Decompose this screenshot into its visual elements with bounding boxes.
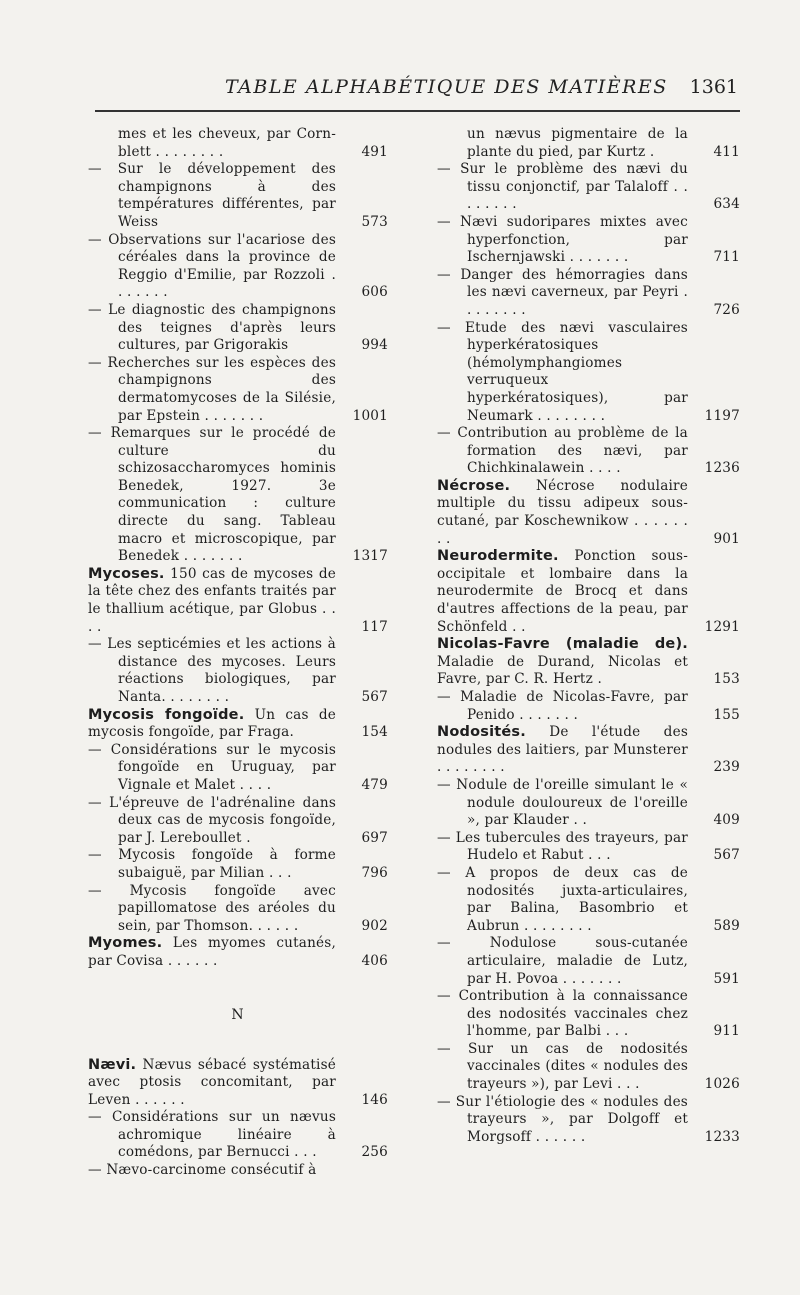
entry-page-number: 901 xyxy=(713,530,740,547)
index-entry xyxy=(437,777,740,830)
entry-text: — Mycosis fongoïde à forme subaiguë, par Milian . . . xyxy=(88,847,336,881)
entry-text: — Recherches sur les espèces des champignons des dermatomycoses de la Silésie, par Epstein . . . . . . . xyxy=(88,354,336,424)
index-entry xyxy=(437,988,740,1041)
entry-headword: Neurodermite. xyxy=(437,548,559,565)
entry-description: Un cas de mycosis fongoïde, par Fraga. xyxy=(88,706,336,741)
entry-text: — Contribution au problème de la formation des nævi, par Chichkinalawein . . . . xyxy=(437,425,688,477)
entry-page-number: 911 xyxy=(713,1023,740,1040)
entry-page-number: 409 xyxy=(713,812,740,829)
entry-page-number: 479 xyxy=(361,776,388,793)
index-entry xyxy=(88,302,388,355)
entry-headword: Nodosités. xyxy=(437,724,526,741)
entry-page-number: 153 xyxy=(713,671,740,688)
index-entry xyxy=(437,161,740,214)
entry-description: Nævus sébacé systématisé avec ptosis concomitant, par Leven . . . . . . xyxy=(88,1056,336,1108)
page-number: 1361 xyxy=(689,76,738,98)
index-entry xyxy=(437,830,740,865)
index-entry xyxy=(88,847,388,882)
entry-text: — Contribution à la connaissance des nodosités vaccinales chez l'homme, par Balbi . . . xyxy=(437,988,688,1040)
index-entry xyxy=(88,636,388,706)
index-entry xyxy=(88,1162,388,1180)
entry-page-number: 726 xyxy=(713,301,740,318)
index-entry xyxy=(437,1041,740,1094)
entry-text: — Nodule de l'oreille simulant le « nodule douloureux de l'oreille », par Klauder . . xyxy=(437,776,688,829)
index-entry xyxy=(88,232,388,302)
entry-page-number: 902 xyxy=(361,917,388,934)
entry-headword: Nævi. xyxy=(88,1056,137,1073)
header-rule xyxy=(95,110,740,112)
entry-page-number: 1026 xyxy=(704,1076,740,1093)
entry-text: — Le diagnostic des champignons des teignes d'après leurs cultures, par Grigorakis xyxy=(88,301,336,354)
index-entry xyxy=(88,1109,388,1162)
index-entry xyxy=(88,795,388,848)
entry-page-number: 239 xyxy=(713,759,740,776)
entry-page-number: 1233 xyxy=(704,1128,740,1145)
index-entry xyxy=(88,883,388,936)
running-title: TABLE ALPHABÉTIQUE DES MATIÈRES xyxy=(225,76,668,98)
index-entry xyxy=(437,865,740,935)
entry-page-number: 606 xyxy=(361,284,388,301)
entry-text: — Observations sur l'acariose des céréales dans la province de Reggio d'Emilie, par Rozzoli . . . . . . . xyxy=(88,231,336,301)
entry-text: — Mycosis fongoïde avec papillomatose des aréoles du sein, par Thomson. . . . . . xyxy=(88,882,336,934)
index-entry xyxy=(437,935,740,988)
index-entry xyxy=(437,689,740,724)
entry-text: — Maladie de Nicolas-Favre, par Penido . . . . . . . xyxy=(437,689,688,723)
entry-page-number: 591 xyxy=(713,970,740,987)
index-entry xyxy=(88,355,388,425)
entry-page-number: 567 xyxy=(713,847,740,864)
entry-text: — Nodulose sous-cutanée articulaire, maladie de Lutz, par H. Povoa . . . . . . . xyxy=(437,935,688,987)
index-entry xyxy=(88,707,388,742)
left-column xyxy=(88,126,388,1180)
index-entry xyxy=(437,636,740,689)
entry-page-number: 589 xyxy=(713,917,740,934)
index-entry xyxy=(437,425,740,478)
entry-page-number: 994 xyxy=(361,337,388,354)
entry-text: — Nævo-carcinome consécutif à xyxy=(88,1162,317,1179)
entry-page-number: 1001 xyxy=(352,407,388,424)
index-entry xyxy=(88,425,388,566)
index-entry xyxy=(437,126,740,161)
entry-text: un nævus pigmentaire de la plante du pied, par Kurtz . xyxy=(467,126,688,160)
index-entry xyxy=(437,1094,740,1147)
index-entry xyxy=(88,742,388,795)
entry-text: — Nævi sudoripares mixtes avec hyperfonction, par Ischernjawski . . . . . . . xyxy=(437,213,688,266)
entry-page-number: 406 xyxy=(361,952,388,969)
entry-page-number: 711 xyxy=(713,249,740,266)
running-header xyxy=(95,68,740,104)
entry-description: Les myomes cutanés, par Covisa . . . . . . xyxy=(88,935,336,969)
entry-text: — Les septicémies et les actions à distance des mycoses. Leurs réactions biologiques, par Nanta. . . . . . . . xyxy=(88,636,336,705)
index-entry xyxy=(437,267,740,320)
entry-page-number: 697 xyxy=(361,829,388,846)
entry-description: Ponction sous-occipitale et lombaire dans la neurodermite de Brocq et dans d'autres affections de la peau, par Schönfeld . . xyxy=(437,548,688,635)
index-entry xyxy=(88,935,388,970)
entry-text: — Sur le développement des champignons à des températures différentes, par Weiss xyxy=(88,161,336,230)
entry-page-number: 573 xyxy=(361,213,388,230)
entry-text: — Etude des nævi vasculaires hyperkératosiques (hémolymphangiomes verruqueux hyperkératosiques), par Neumark . . . . . . . . xyxy=(437,319,688,424)
index-entry xyxy=(88,161,388,231)
entry-headword: Mycoses. xyxy=(88,565,165,582)
entry-page-number: 411 xyxy=(713,143,740,160)
entry-text: — L'épreuve de l'adrénaline dans deux cas de mycosis fongoïde, par J. Lereboullet . xyxy=(88,794,336,846)
entry-page-number: 634 xyxy=(713,196,740,213)
entry-text: — A propos de deux cas de nodosités juxta-articulaires, par Balina, Basombrio et Aubrun . . . . . . . . xyxy=(437,864,688,934)
entry-headword: Mycosis fongoïde. xyxy=(88,706,245,723)
entry-description: Maladie de Durand, Nicolas et Favre, par C. R. Hertz . xyxy=(437,653,688,688)
entry-page-number: 155 xyxy=(713,706,740,723)
index-entry xyxy=(437,214,740,267)
entry-description: 150 cas de mycoses de la tête chez des enfants traités par le thallium acétique, par Globus . . . . xyxy=(88,565,336,635)
entry-page-number: 1236 xyxy=(704,460,740,477)
entry-page-number: 1291 xyxy=(704,618,740,635)
entry-text: — Considérations sur le mycosis fongoïde en Uruguay, par Vignale et Malet . . . . xyxy=(88,741,336,793)
entry-page-number: 796 xyxy=(361,864,388,881)
right-column xyxy=(437,126,740,1146)
index-entry xyxy=(437,724,740,777)
entry-text: — Sur le problème des nævi du tissu conjonctif, par Talaloff . . . . . . . . xyxy=(437,161,688,213)
entry-page-number: 117 xyxy=(361,618,388,635)
entry-text: — Danger des hémorragies dans les nævi caverneux, par Peyri . . . . . . . . xyxy=(437,266,688,318)
section-letter: N xyxy=(231,1006,245,1023)
entry-text: — Les tubercules des trayeurs, par Hudelo et Rabut . . . xyxy=(437,829,688,864)
entry-page-number: 146 xyxy=(361,1091,388,1108)
entry-page-number: 154 xyxy=(361,724,388,741)
index-entry xyxy=(88,566,388,636)
entry-description: Nécrose nodulaire multiple du tissu adipeux sous-cutané, par Koschewnikow . . . . . . . . xyxy=(437,477,688,547)
entry-headword: Nicolas-Favre (maladie de). xyxy=(437,636,688,653)
entry-page-number: 567 xyxy=(361,689,388,705)
entry-text: — Remarques sur le procédé de culture du schizosaccharomyces hominis Benedek, 1927. 3e communication : culture directe du sang. Tableau macro et microscopique, par Benedek . . . . . . . xyxy=(88,425,336,565)
entry-headword: Nécrose. xyxy=(437,477,511,494)
index-entry xyxy=(437,320,740,426)
entry-text: mes et les cheveux, par Corn-blett . . . . . . . . xyxy=(118,126,336,160)
entry-page-number: 491 xyxy=(361,143,388,160)
index-entry xyxy=(88,1057,388,1110)
entry-page-number: 1197 xyxy=(704,407,740,424)
entry-text: — Sur un cas de nodosités vaccinales (dites « nodules des trayeurs »), par Levi . . . xyxy=(437,1040,688,1093)
entry-page-number: 256 xyxy=(361,1144,388,1161)
entry-text: — Sur l'étiologie des « nodules des trayeurs », par Dolgoff et Morgsoff . . . . . . xyxy=(437,1093,688,1145)
index-entry xyxy=(88,126,388,161)
entry-text: — Considérations sur un nævus achromique linéaire à comédons, par Bernucci . . . xyxy=(88,1109,336,1161)
entry-description: De l'étude des nodules des laitiers, par Munsterer . . . . . . . . xyxy=(437,724,688,776)
index-entry xyxy=(437,478,740,548)
entry-headword: Myomes. xyxy=(88,935,163,952)
index-entry xyxy=(437,548,740,636)
entry-page-number: 1317 xyxy=(352,548,388,565)
